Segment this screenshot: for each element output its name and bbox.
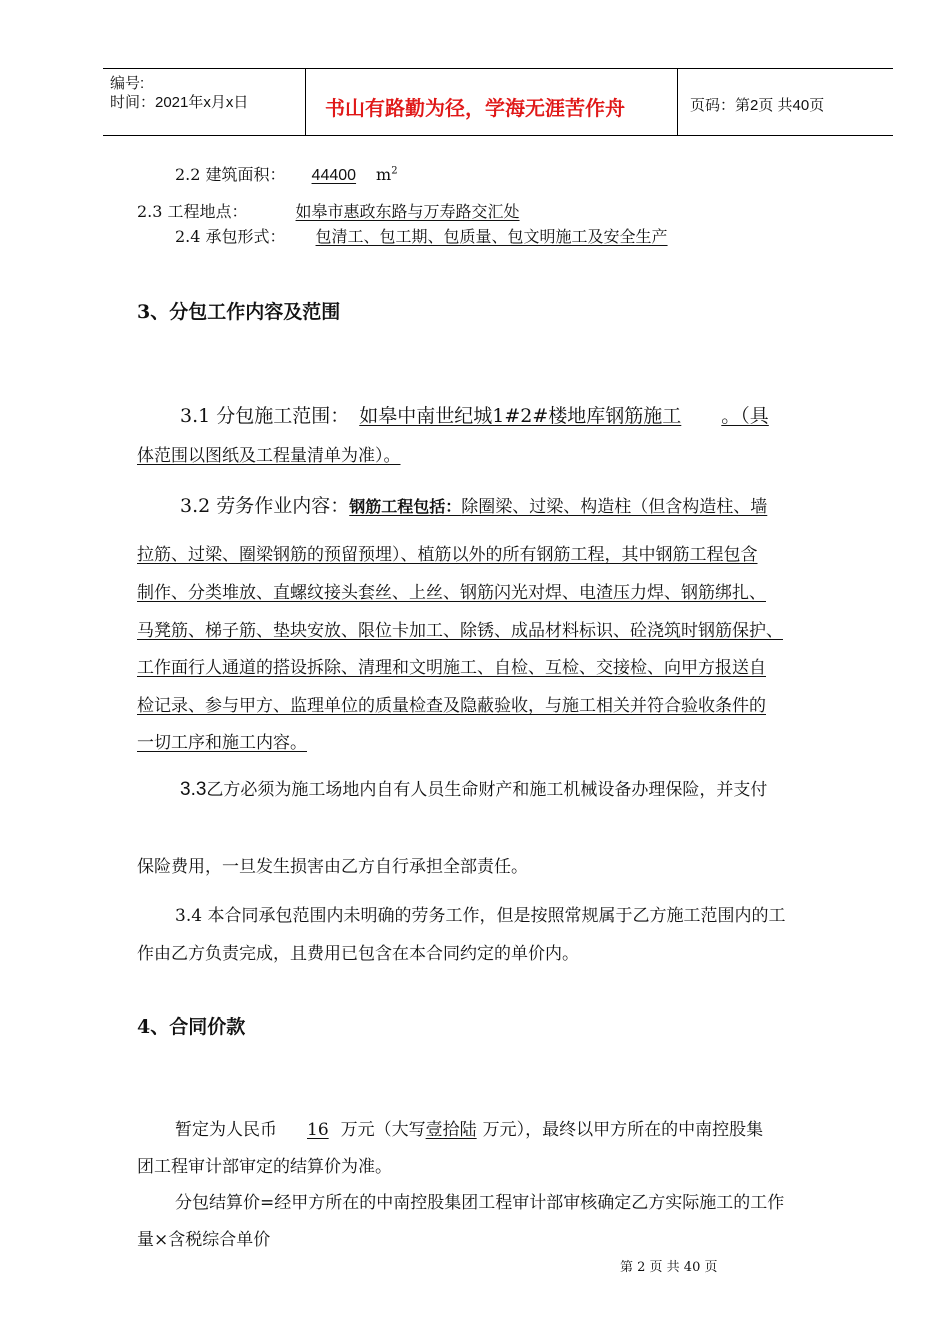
settlement-line1: 分包结算价=经甲方所在的中南控股集团工程审计部审核确定乙方实际施工的工作: [175, 1193, 785, 1213]
price-line2: 团工程审计部审定的结算价为准。: [137, 1157, 392, 1177]
section-3-heading: 3、分包工作内容及范围: [137, 301, 341, 323]
item-3-1-line2: 体范围以图纸及工程量清单为准）。: [137, 446, 401, 466]
settlement-line2: 量×含税综合单价: [137, 1230, 271, 1250]
item-3-3-num: 3.3: [180, 779, 207, 800]
header-top-border: [103, 68, 893, 69]
item-3-2-line6: 检记录、参与甲方、监理单位的质量检查及隐蔽验收，与施工相关并符合验收条件的: [137, 696, 766, 716]
footer-page-number: 第 2 页 共 40 页: [620, 1260, 718, 1275]
section-4-heading: 4、合同价款: [137, 1016, 246, 1038]
item-2-2: [175, 162, 398, 185]
item-3-2-line4: 马凳筋、梯子筋、垫块安放、限位卡加工、除锈、成品材料标识、砼浇筑时钢筋保护、: [137, 621, 783, 641]
item-2-2-value: 44400: [311, 167, 357, 184]
item-2-4-value: 包清工、包工期、包质量、包文明施工及安全生产: [315, 227, 668, 246]
header-motto: 书山有路勤为径，学海无涯苦作舟: [325, 96, 625, 120]
item-3-2-line2: 拉筋、过梁、圈梁钢筋的预留预埋）、植筋以外的所有钢筋工程，其中钢筋工程包含: [137, 545, 758, 565]
price-amount-upper: 壹拾陆: [425, 1120, 477, 1140]
item-2-3-value: 如皋市惠政东路与万寿路交汇处: [295, 202, 520, 221]
item-3-2-line5: 工作面行人通道的搭设拆除、清理和文明施工、自检、互检、交接检、向甲方报送自: [137, 658, 766, 678]
item-3-1-tail: 。（具: [721, 405, 769, 427]
item-3-2-line3: 制作、分类堆放、直螺纹接头套丝、上丝、钢筋闪光对焊、电渣压力焊、钢筋绑扎、: [137, 583, 766, 603]
item-3-2-text1: 除圈梁、过梁、构造柱（但含构造柱、墙: [461, 497, 768, 517]
item-3-4-line2: 作由乙方负责完成，且费用已包含在本合同约定的单价内。: [137, 944, 579, 964]
item-2-3-label: 2.3 工程地点：: [137, 202, 248, 221]
item-3-1-label: 3.1 分包施工范围：: [180, 405, 350, 427]
item-2-2-label: 2.2 建筑面积：: [175, 165, 286, 184]
item-2-3: [137, 199, 664, 222]
header-divider-left: [305, 68, 306, 136]
item-3-2-bold: 钢筋工程包括：: [349, 499, 462, 516]
item-2-4: [175, 224, 764, 247]
item-3-2-line7: 一切工序和施工内容。: [137, 733, 307, 753]
header-time-label: 时间：2021年x月x日: [110, 94, 249, 111]
item-2-2-unit: $m^2$: [376, 165, 398, 184]
header-bottom-border: [103, 135, 893, 136]
item-3-3-line2: 保险费用，一旦发生损害由乙方自行承担全部责任。: [137, 857, 528, 877]
item-3-3-text1: 乙方必须为施工场地内自有人员生命财产和施工机械设备办理保险，并支付: [206, 780, 768, 800]
item-3-1-value: 如皋中南世纪城1#2#楼地库钢筋施工: [359, 405, 682, 427]
item-3-3-line1: [180, 775, 767, 801]
item-2-4-label: 2.4 承包形式：: [175, 227, 286, 246]
item-3-2-line1: [180, 491, 767, 518]
header-serial-label: 编号:: [110, 75, 145, 92]
item-3-1-line1: [180, 401, 769, 428]
price-line1: 暂定为人民币 16 万元（大写壹拾陆 万元），最终以甲方所在的中南控股集: [175, 1120, 764, 1140]
header-page-label: 页码：第2页 共40页: [690, 97, 825, 114]
item-3-2-label: 3.2 劳务作业内容：: [180, 495, 350, 517]
item-3-4-line1: 3.4 本合同承包范围内未明确的劳务工作，但是按照常规属于乙方施工范围内的工: [175, 906, 786, 926]
price-amount: 16: [307, 1120, 329, 1140]
header-divider-right: [677, 68, 678, 136]
